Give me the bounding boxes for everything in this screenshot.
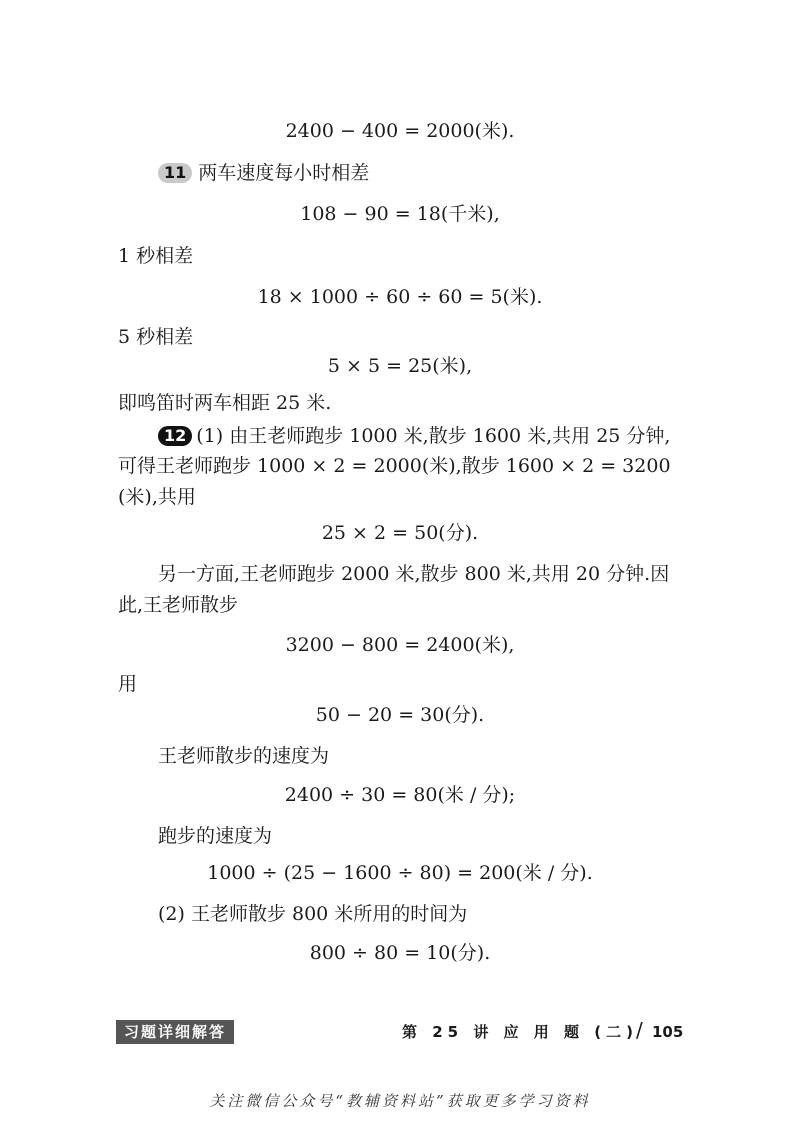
problem-text: 两车速度每小时相差	[198, 162, 370, 184]
equation-line: 3200 − 800 = 2400(米),	[285, 634, 515, 656]
text-line: 可得王老师跑步 1000 × 2 = 2000(米),散步 1600 × 2 = 3200	[118, 455, 671, 477]
problem-number-badge: 11	[158, 163, 192, 183]
text-line: 王老师散步的速度为	[158, 745, 330, 767]
equation-line: 18 × 1000 ÷ 60 ÷ 60 = 5(米).	[257, 286, 543, 308]
equation-line: 25 × 2 = 50(分).	[321, 522, 479, 544]
problem-number-badge: 12	[158, 426, 192, 446]
text-line: 1 秒相差	[118, 245, 194, 267]
page-number: 105	[652, 1023, 684, 1041]
watermark-text: 关注微信公众号“教辅资料站”获取更多学习资料	[209, 1092, 591, 1110]
text-line: 用	[118, 673, 138, 695]
equation-line: 50 − 20 = 30(分).	[315, 704, 485, 726]
problem-text: (1) 由王老师跑步 1000 米,散步 1600 米,共用 25 分钟,	[196, 425, 671, 447]
text-line: 跑步的速度为	[158, 825, 273, 847]
problem-11-heading	[158, 161, 369, 185]
equation-line: 800 ÷ 80 = 10(分).	[309, 942, 491, 964]
footer-chapter-title: 第 25 讲 应 用 题 (二)	[402, 1023, 638, 1041]
text-line: (2) 王老师散步 800 米所用的时间为	[158, 903, 468, 925]
text-line: 5 秒相差	[118, 326, 194, 348]
text-line: 即鸣笛时两车相距 25 米.	[118, 392, 332, 414]
problem-12-heading	[158, 424, 670, 448]
equation-line: 1000 ÷ (25 − 1600 ÷ 80) = 200(米 / 分).	[207, 862, 593, 884]
footer-separator: /	[636, 1018, 643, 1042]
text-line: 另一方面,王老师跑步 2000 米,散步 800 米,共用 20 分钟.因	[158, 563, 670, 585]
equation-line: 5 × 5 = 25(米),	[327, 355, 473, 377]
text-line: 此,王老师散步	[118, 594, 239, 616]
equation-line: 108 − 90 = 18(千米),	[300, 203, 500, 225]
equation-line: 2400 ÷ 30 = 80(米 / 分);	[284, 784, 516, 806]
equation-line: 2400 − 400 = 2000(米).	[285, 120, 515, 142]
text-line: (米),共用	[118, 486, 196, 508]
footer-section-tag: 习题详细解答	[116, 1020, 234, 1044]
